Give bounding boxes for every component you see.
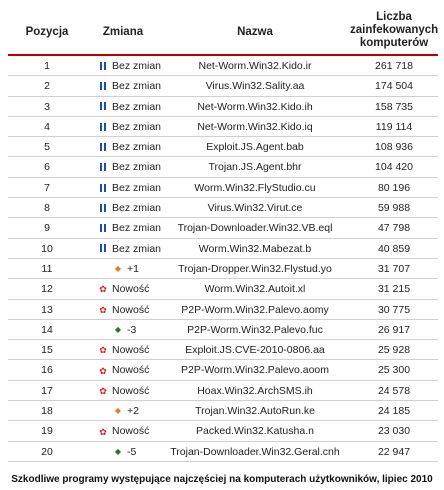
no-change-icon — [96, 163, 110, 172]
row-malware-name: Virus.Win32.Sality.aa — [205, 80, 305, 93]
row-infected-count: 108 936 — [375, 141, 413, 154]
row-change — [86, 239, 160, 259]
table-row — [8, 360, 438, 380]
row-change — [86, 381, 160, 401]
row-position: 17 — [41, 384, 53, 397]
new-entry-icon: ✿ — [99, 426, 107, 437]
row-position: 12 — [41, 283, 53, 296]
row-change-label: Nowość — [112, 384, 150, 397]
row-malware-name: P2P-Worm.Win32.Palevo.aomy — [181, 303, 329, 316]
row-change-label: Bez zmian — [112, 181, 162, 194]
row-change — [86, 178, 160, 198]
row-change — [86, 300, 160, 320]
no-change-icon — [96, 123, 110, 132]
row-position: 19 — [41, 425, 53, 438]
table-row — [8, 421, 438, 441]
row-position: 15 — [41, 344, 53, 357]
row-malware-name: Net-Worm.Win32.Kido.ih — [197, 100, 313, 113]
row-change-label: Bez zmian — [112, 242, 162, 255]
header-count-line3: komputerów — [359, 37, 429, 49]
row-infected-count: 119 114 — [375, 120, 413, 133]
row-change-label: +2 — [127, 405, 139, 418]
row-change-label: Bez zmian — [112, 100, 162, 113]
row-infected-count: 25 928 — [377, 344, 411, 357]
table-header — [8, 8, 438, 56]
table-row — [8, 56, 438, 76]
row-malware-name: P2P-Worm.Win32.Palevo.aoom — [180, 364, 330, 377]
row-position: 1 — [44, 60, 50, 72]
row-infected-count: 24 185 — [377, 405, 411, 418]
row-change-label: Nowość — [112, 303, 150, 316]
row-position: 16 — [41, 364, 53, 377]
row-change — [86, 97, 160, 117]
malware-ranking-table — [8, 8, 438, 462]
row-change-label: Nowość — [112, 344, 150, 357]
rank-down-icon: ◆ — [114, 446, 122, 456]
table-caption: Szkodliwe programy występujące najczęściej na komputerach użytkowników, lipiec 2010 — [11, 474, 433, 485]
header-count-line1: Liczba — [376, 11, 412, 23]
row-malware-name: Trojan-Downloader.Win32.VB.eql — [177, 222, 333, 235]
row-position: 10 — [41, 242, 53, 255]
row-position: 9 — [44, 222, 50, 235]
row-infected-count: 25 300 — [377, 364, 411, 377]
row-infected-count: 31 707 — [377, 262, 411, 275]
no-change-icon — [96, 184, 110, 193]
row-infected-count: 30 775 — [377, 303, 411, 316]
row-position: 7 — [44, 181, 50, 194]
row-malware-name: Trojan.Win32.AutoRun.ke — [195, 405, 315, 418]
row-position: 6 — [44, 161, 50, 174]
table-row — [8, 340, 438, 360]
header-infected-count — [350, 11, 438, 50]
row-malware-name: Net-Worm.Win32.Kido.iq — [197, 120, 313, 133]
rank-down-icon: ◆ — [114, 325, 122, 335]
new-entry-icon: ✿ — [99, 345, 107, 356]
no-change-icon — [96, 62, 110, 71]
row-change-label: Bez zmian — [112, 60, 162, 72]
row-change-label: +1 — [127, 262, 139, 275]
table-row — [8, 198, 438, 218]
row-position: 4 — [44, 120, 50, 133]
row-change — [86, 360, 160, 380]
table-row — [8, 279, 438, 299]
no-change-icon — [96, 82, 110, 91]
row-position: 3 — [44, 100, 50, 113]
row-position: 18 — [41, 405, 53, 418]
header-position: Pozycja — [25, 26, 69, 38]
row-infected-count: 59 988 — [377, 202, 411, 215]
row-malware-name: Worm.Win32.FlyStudio.cu — [194, 181, 316, 194]
row-change — [86, 259, 160, 279]
row-malware-name: Trojan.JS.Agent.bhr — [208, 161, 302, 174]
row-infected-count: 24 578 — [377, 384, 411, 397]
row-malware-name: Hoax.Win32.ArchSMS.ih — [197, 384, 313, 397]
row-change — [86, 218, 160, 238]
row-infected-count: 22 947 — [377, 445, 411, 458]
row-change — [86, 442, 160, 462]
row-position: 13 — [41, 303, 53, 316]
table-row — [8, 442, 438, 462]
row-malware-name: Exploit.JS.Agent.bab — [206, 141, 304, 154]
table-row — [8, 401, 438, 421]
table-row — [8, 259, 438, 279]
row-infected-count: 47 798 — [377, 222, 411, 235]
table-row — [8, 381, 438, 401]
rank-up-icon: ◆ — [114, 264, 122, 274]
table-row — [8, 76, 438, 96]
row-position: 2 — [44, 80, 50, 93]
new-entry-icon: ✿ — [99, 385, 107, 396]
table-row — [8, 137, 438, 157]
row-change-label: Bez zmian — [112, 120, 162, 133]
new-entry-icon: ✿ — [99, 365, 107, 376]
row-change-label: Bez zmian — [112, 222, 162, 235]
row-malware-name: Net-Worm.Win32.Kido.ir — [198, 60, 312, 72]
row-change — [86, 340, 160, 360]
row-infected-count: 26 917 — [377, 323, 411, 336]
row-change — [86, 401, 160, 421]
row-change-label: Nowość — [112, 283, 150, 296]
row-change — [86, 198, 160, 218]
row-change — [86, 56, 160, 76]
row-malware-name: Virus.Win32.Virut.ce — [207, 202, 303, 215]
row-change-label: -3 — [127, 323, 137, 336]
row-change — [86, 137, 160, 157]
table-row — [8, 97, 438, 117]
row-malware-name: Packed.Win32.Katusha.n — [196, 425, 314, 438]
row-position: 20 — [41, 445, 53, 458]
row-malware-name: Exploit.JS.CVE-2010-0806.aa — [185, 344, 325, 357]
row-change-label: Nowość — [112, 364, 150, 377]
row-position: 14 — [41, 323, 53, 336]
row-change — [86, 117, 160, 137]
table-row — [8, 300, 438, 320]
no-change-icon — [96, 204, 110, 213]
row-infected-count: 261 718 — [375, 60, 413, 72]
table-row — [8, 239, 438, 259]
row-change — [86, 421, 160, 441]
new-entry-icon: ✿ — [99, 304, 107, 315]
row-malware-name: Worm.Win32.Autoit.xl — [204, 283, 306, 296]
row-change-label: Bez zmian — [112, 202, 162, 215]
header-change: Zmiana — [102, 26, 144, 38]
row-position: 8 — [44, 202, 50, 215]
row-change-label: Bez zmian — [112, 141, 162, 154]
row-infected-count: 40 859 — [377, 242, 411, 255]
table-row — [8, 218, 438, 238]
table-row — [8, 320, 438, 340]
table-row — [8, 157, 438, 177]
header-name: Nazwa — [237, 26, 273, 38]
row-infected-count: 31 215 — [377, 283, 411, 296]
row-malware-name: Worm.Win32.Mabezat.b — [198, 242, 312, 255]
row-infected-count: 23 030 — [377, 425, 411, 438]
table-row — [8, 117, 438, 137]
row-infected-count: 174 504 — [375, 80, 413, 93]
table-body — [8, 56, 438, 462]
row-change-label: Bez zmian — [112, 161, 162, 174]
row-change-label: -5 — [127, 445, 137, 458]
no-change-icon — [96, 224, 110, 233]
row-position: 5 — [44, 141, 50, 154]
row-position: 11 — [41, 262, 53, 275]
row-change — [86, 320, 160, 340]
row-infected-count: 80 196 — [377, 181, 411, 194]
new-entry-icon: ✿ — [99, 284, 107, 295]
no-change-icon — [96, 102, 110, 111]
header-count-line2: zainfekowanych — [350, 24, 439, 36]
row-change-label: Bez zmian — [112, 80, 162, 93]
no-change-icon — [96, 143, 110, 152]
rank-up-icon: ◆ — [114, 406, 122, 416]
row-change — [86, 157, 160, 177]
row-infected-count: 104 420 — [375, 161, 413, 174]
row-malware-name: Trojan-Dropper.Win32.Flystud.yo — [178, 262, 332, 275]
row-change — [86, 279, 160, 299]
row-malware-name: Trojan-Downloader.Win32.Geral.cnh — [170, 445, 340, 458]
row-change — [86, 76, 160, 96]
row-malware-name: P2P-Worm.Win32.Palevo.fuc — [187, 323, 323, 336]
no-change-icon — [96, 244, 110, 253]
row-infected-count: 158 735 — [375, 100, 413, 113]
table-row — [8, 178, 438, 198]
row-change-label: Nowość — [112, 425, 150, 438]
